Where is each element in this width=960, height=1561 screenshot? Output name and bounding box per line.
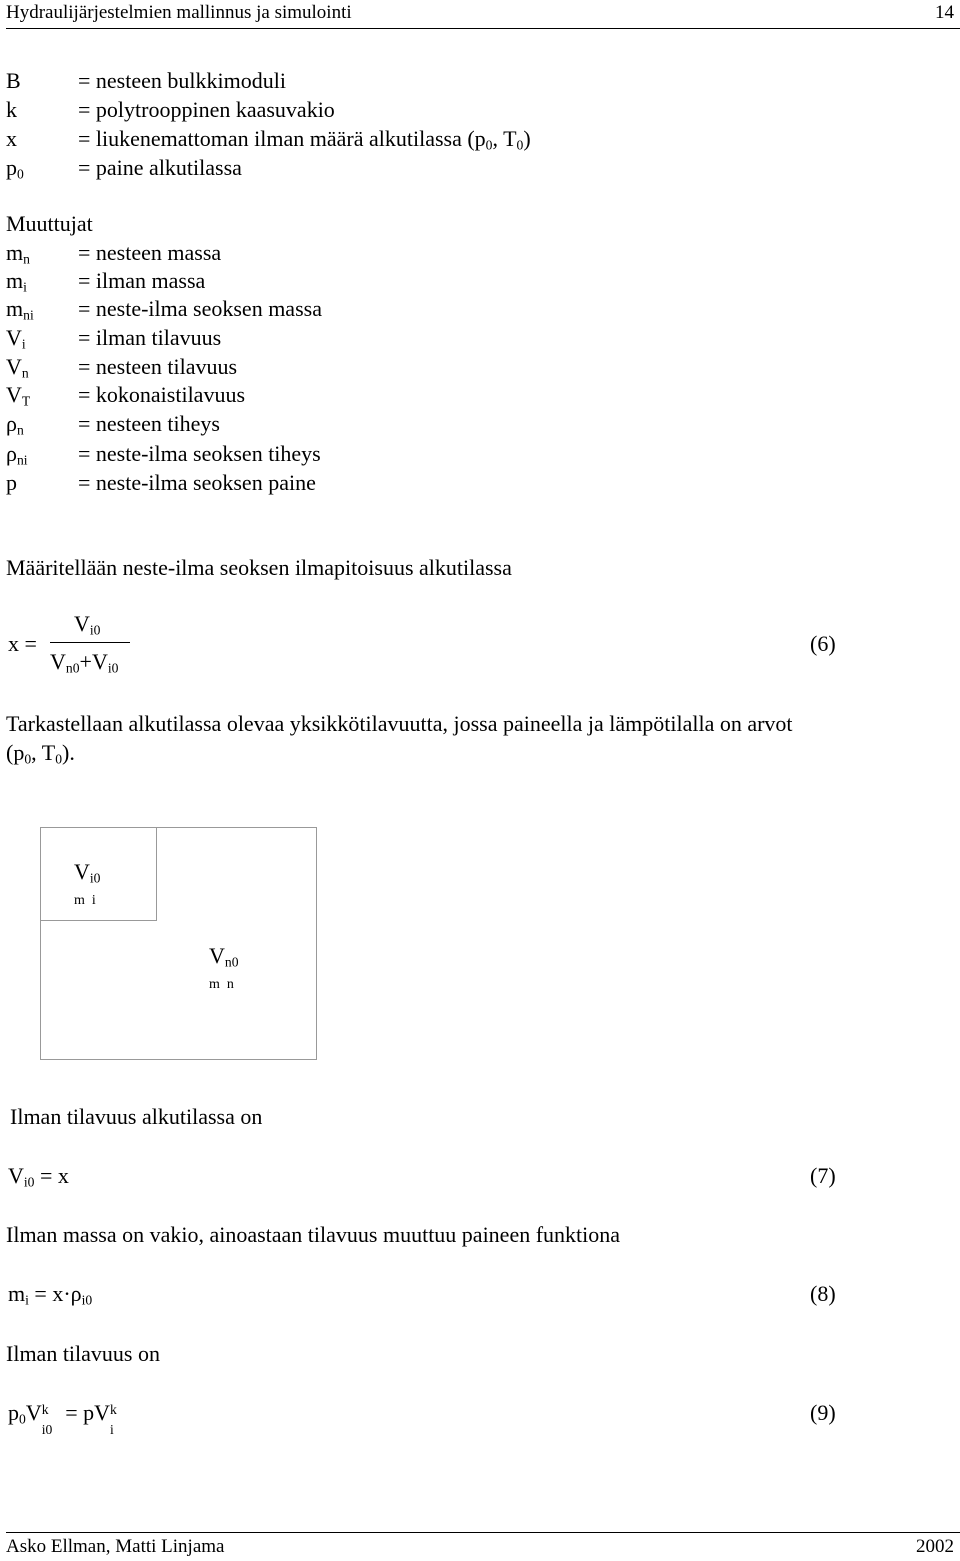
variable-row-symbol: $\rho_{ni}$	[6, 441, 28, 468]
variable-row-description: = nesteen massa	[78, 240, 222, 265]
variable-row-symbol: $V_T$	[6, 382, 31, 409]
paragraph-air-mass-constant: Ilman massa on vakio, ainoastaan tilavuus muuttuu paineen funktiona	[6, 1222, 621, 1247]
constant-row-symbol: k	[6, 97, 17, 122]
eq8-number: (8)	[810, 1281, 836, 1306]
eq6-lhs: x =	[8, 631, 37, 656]
eq6-numerator: $V_{i0}$	[74, 611, 101, 638]
eq6-denominator: $V_{n0}+V_{i0}$	[50, 649, 119, 676]
variable-row-description: = nesteen tilavuus	[78, 354, 238, 379]
footer-year: 2002	[916, 1536, 954, 1557]
constant-row-description: = nesteen bulkkimoduli	[78, 68, 286, 93]
equation-8: $m_i = x\cdot\rho_{i0}$	[8, 1281, 93, 1308]
eq6-number: (6)	[810, 631, 836, 656]
equation-7: $V_{i0} = x$	[8, 1163, 69, 1190]
variable-row-description: = nesteen tiheys	[78, 411, 220, 436]
header-rule	[6, 28, 960, 29]
variable-row-description: = neste-ilma seoksen massa	[78, 296, 322, 321]
eq7-number: (7)	[810, 1163, 836, 1188]
figure-air-volume-label: $V_{i0}$	[74, 859, 101, 886]
paragraph-intro-air-content: Määritellään neste-ilma seoksen ilmapitoisuus alkutilassa	[6, 555, 512, 580]
variable-row-description: = kokonaistilavuus	[78, 382, 246, 407]
running-header-title: Hydraulijärjestelmien mallinnus ja simulointi	[6, 2, 352, 23]
variable-row-symbol: $V_i$	[6, 325, 26, 352]
constant-row-description: = liukenemattoman ilman määrä alkutilassa ($p_0$, $T_0$)	[78, 126, 531, 153]
variable-row-symbol: p	[6, 470, 17, 495]
variable-row-symbol: $m_n$	[6, 240, 30, 267]
constant-row-description: = paine alkutilassa	[78, 155, 242, 180]
variable-row-description: = neste-ilma seoksen paine	[78, 470, 316, 495]
paragraph-initial-air-volume: Ilman tilavuus alkutilassa on	[10, 1104, 263, 1129]
figure-liquid-mass-label: m n	[209, 977, 234, 992]
figure-air-mass-label: m i	[74, 893, 96, 908]
equation-9: $p_0V$ k i0 = pV k i	[8, 1400, 117, 1437]
figure-liquid-volume-label: $V_{n0}$	[209, 943, 239, 970]
paragraph-unit-volume-line1: Tarkastellaan alkutilassa olevaa yksikkötilavuutta, jossa paineella ja lämpötilalla on arvot	[6, 711, 793, 736]
eq9-number: (9)	[810, 1400, 836, 1425]
footer-authors: Asko Ellman, Matti Linjama	[6, 1536, 225, 1557]
paragraph-air-volume: Ilman tilavuus on	[6, 1341, 160, 1366]
eq6-fraction-bar	[50, 642, 130, 643]
footer-rule	[6, 1532, 960, 1533]
variable-row-symbol: $V_n$	[6, 354, 29, 381]
variable-row-description: = ilman tilavuus	[78, 325, 222, 350]
constant-row-symbol: x	[6, 126, 17, 151]
constant-row-description: = polytrooppinen kaasuvakio	[78, 97, 335, 122]
paragraph-unit-volume-line2: ($p_0$, $T_0$).	[6, 740, 75, 767]
variable-row-description: = ilman massa	[78, 268, 206, 293]
variables-heading: Muuttujat	[6, 211, 93, 236]
variable-row-symbol: $m_i$	[6, 268, 27, 295]
constant-row-symbol: B	[6, 68, 21, 93]
page-number: 14	[935, 2, 954, 23]
variable-row-symbol: $\rho_n$	[6, 411, 24, 438]
variable-row-symbol: $m_{ni}$	[6, 296, 34, 323]
variable-row-description: = neste-ilma seoksen tiheys	[78, 441, 321, 466]
constant-row-symbol: $p_0$	[6, 155, 24, 182]
